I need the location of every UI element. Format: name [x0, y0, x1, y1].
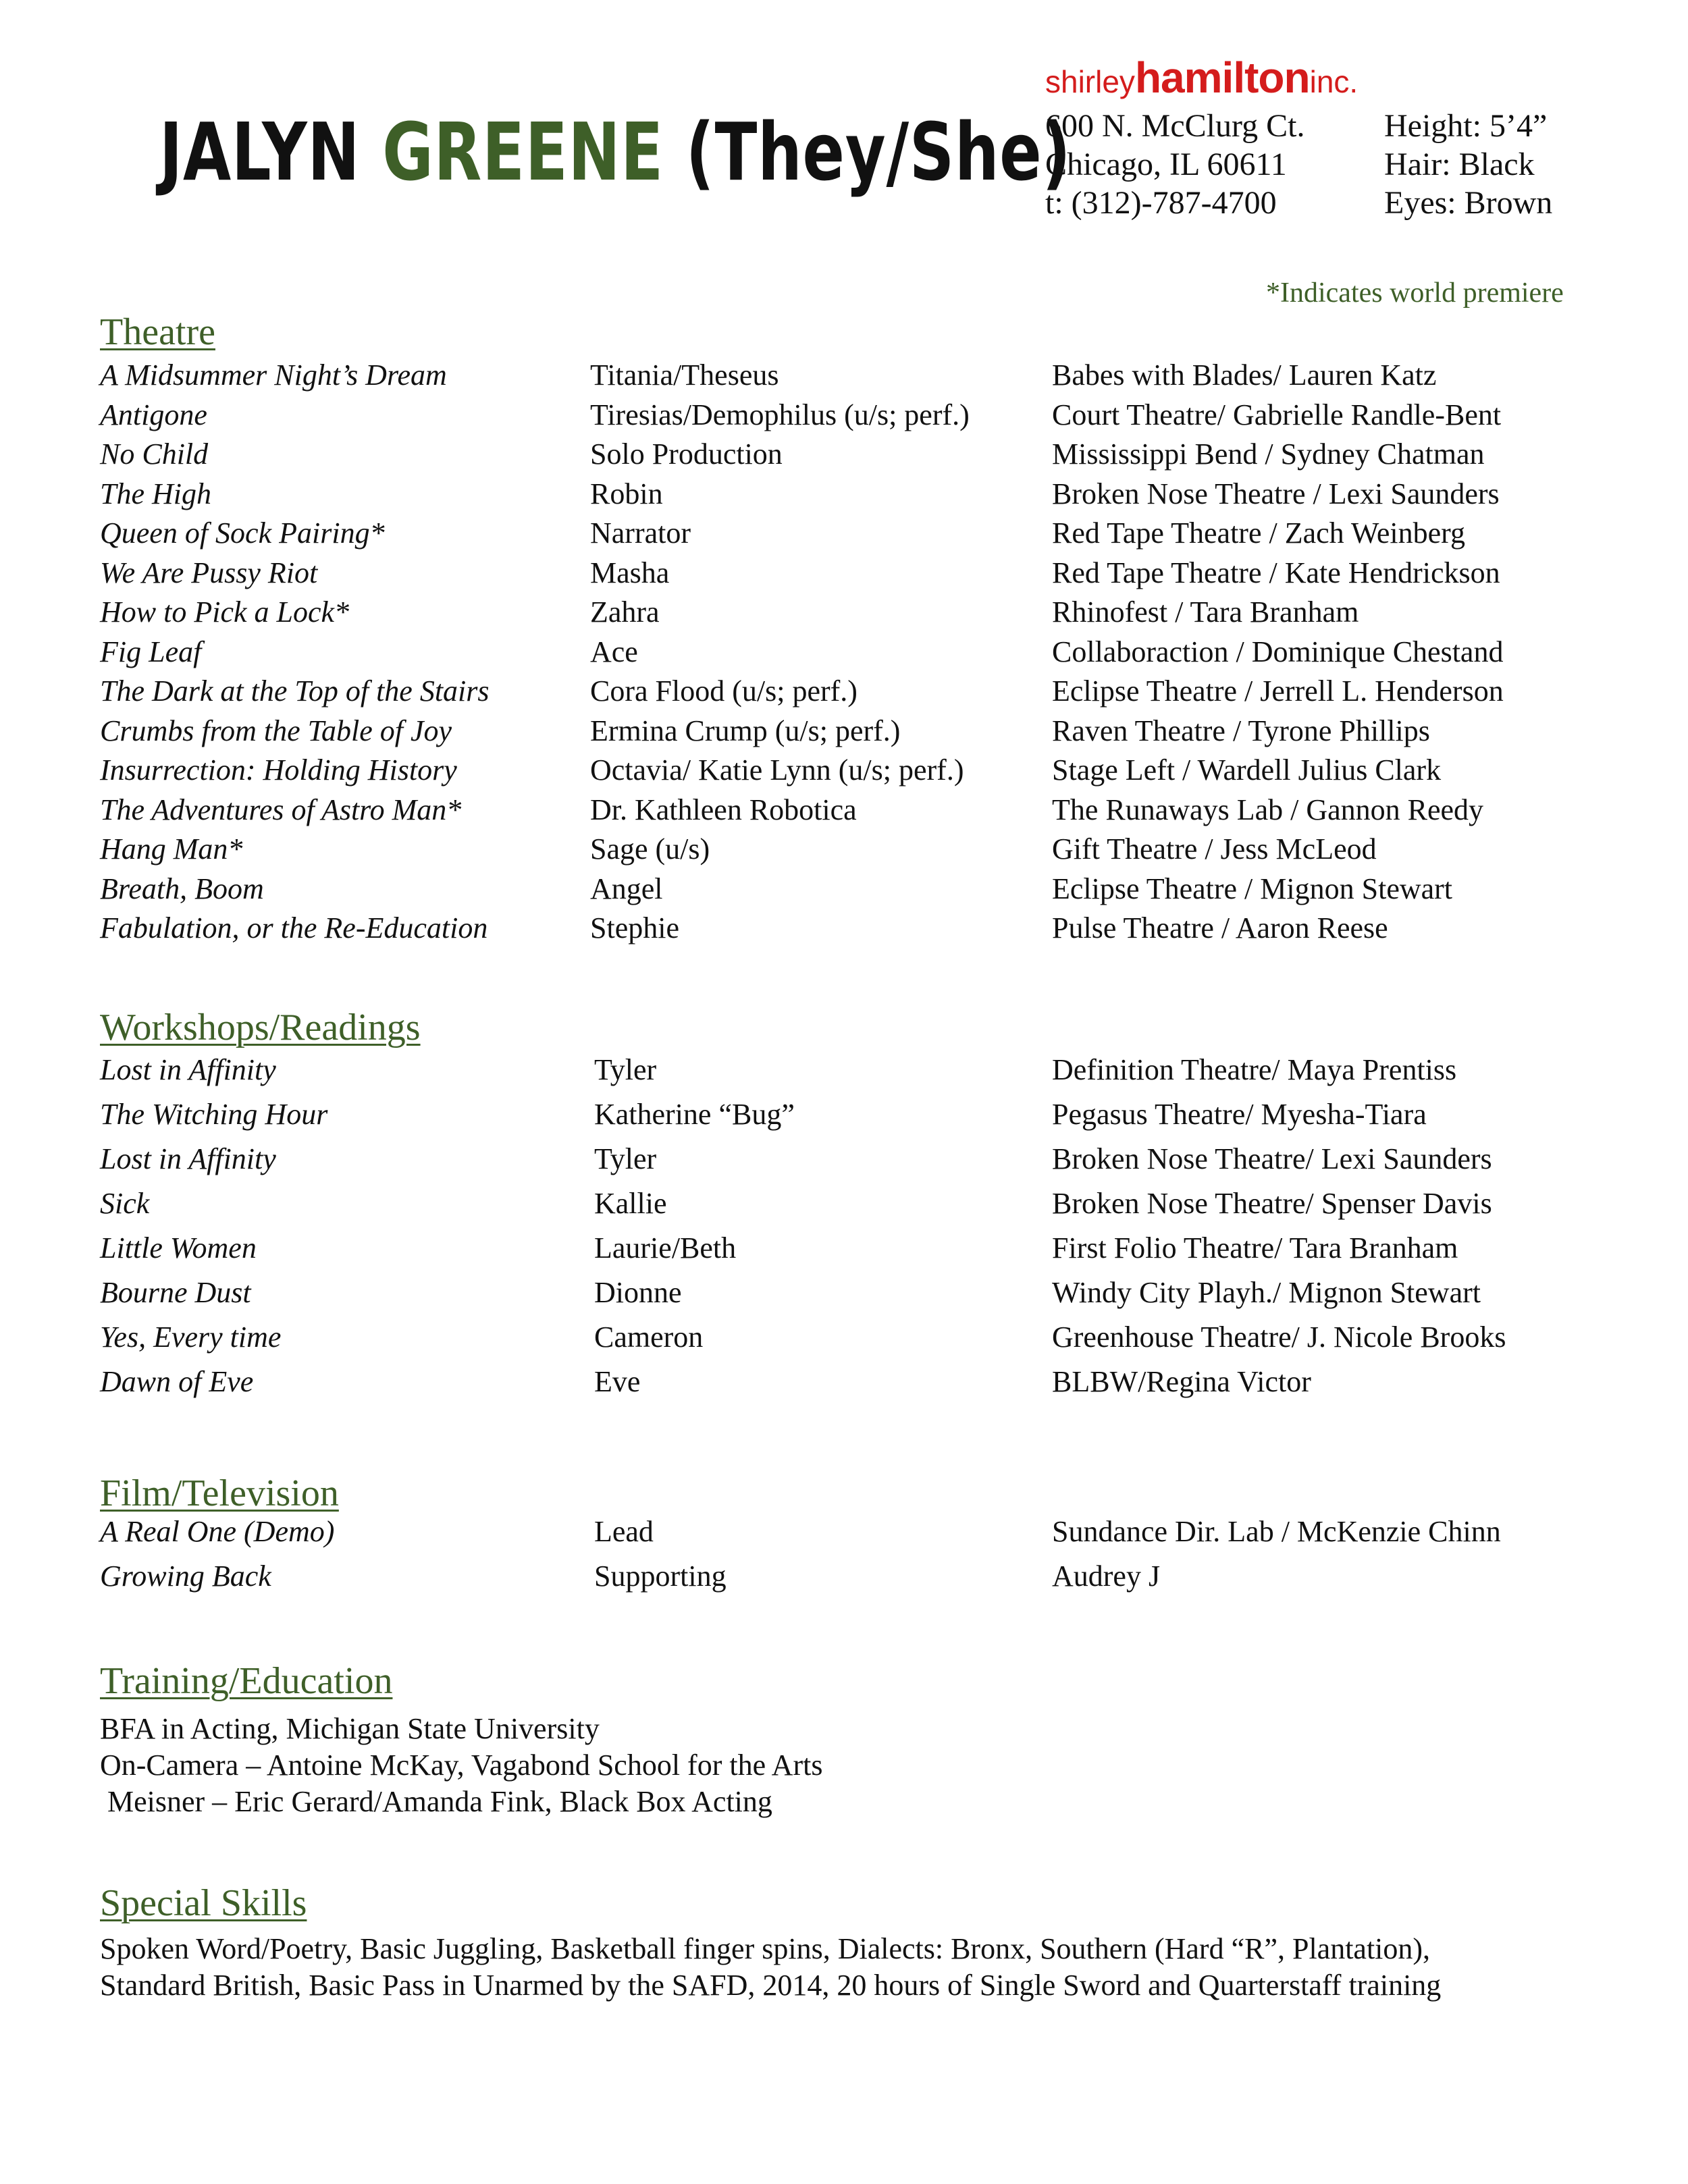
credit-row — [0, 475, 1688, 514]
theatre-heading: Theatre — [100, 311, 215, 353]
credit-row — [0, 1273, 1688, 1312]
credit-title: The Adventures of Astro Man* — [100, 793, 462, 826]
training-line: On-Camera – Antoine McKay, Vagabond School for the Arts — [100, 1749, 823, 1782]
credit-row — [0, 435, 1688, 474]
credit-company: Red Tape Theatre / Zach Weinberg — [1052, 516, 1466, 550]
credit-title: The Dark at the Top of the Stairs — [100, 674, 490, 708]
credit-role: Cora Flood (u/s; perf.) — [590, 674, 858, 708]
credit-row — [0, 672, 1688, 711]
credit-title: A Midsummer Night’s Dream — [100, 358, 447, 392]
training-heading: Training/Education — [100, 1660, 393, 1702]
credit-row — [0, 1140, 1688, 1179]
credit-title: No Child — [100, 437, 209, 471]
credit-role: Narrator — [590, 516, 691, 550]
credit-title: Yes, Every time — [100, 1321, 282, 1354]
logo-suffix: inc. — [1309, 64, 1359, 99]
credit-title: Hang Man* — [100, 832, 243, 865]
credit-company: Eclipse Theatre / Jerrell L. Henderson — [1052, 674, 1504, 708]
credit-company: Babes with Blades/ Lauren Katz — [1052, 358, 1437, 392]
height: Height: 5’4” — [1384, 108, 1548, 144]
credit-company: Pulse Theatre / Aaron Reese — [1052, 911, 1388, 944]
credit-role: Masha — [590, 556, 670, 589]
credit-role: Octavia/ Katie Lynn (u/s; perf.) — [590, 753, 964, 787]
address-line-1: 600 N. McClurg Ct. — [1045, 108, 1305, 144]
credit-title: Sick — [100, 1187, 150, 1220]
skills-line: Standard British, Basic Pass in Unarmed by the SAFD, 2014, 20 hours of Single Sword and Quarterstaff training — [100, 1969, 1442, 2002]
address-line-2: Chicago, IL 60611 — [1045, 147, 1287, 182]
credit-title: Growing Back — [100, 1560, 271, 1593]
credit-title: Fabulation, or the Re-Education — [100, 911, 488, 944]
credit-row — [0, 870, 1688, 909]
credit-role: Ace — [590, 635, 638, 668]
credit-company: Definition Theatre/ Maya Prentiss — [1052, 1053, 1457, 1086]
agency-contact — [1045, 107, 1304, 222]
credit-row — [0, 1095, 1688, 1134]
hair: Hair: Black — [1384, 147, 1535, 182]
last-name: GREENE — [382, 105, 664, 198]
credit-company: Collaboraction / Dominique Chestand — [1052, 635, 1504, 668]
credit-role: Angel — [590, 872, 663, 905]
pronouns: (They/She) — [685, 105, 1072, 198]
credit-title: The Witching Hour — [100, 1098, 328, 1131]
page-title — [159, 101, 1071, 203]
credit-company: Eclipse Theatre / Mignon Stewart — [1052, 872, 1453, 905]
credit-role: Kallie — [594, 1187, 667, 1220]
credit-row — [0, 712, 1688, 751]
credit-row — [0, 1050, 1688, 1090]
credit-row — [0, 1557, 1688, 1596]
credit-role: Laurie/Beth — [594, 1231, 737, 1264]
credit-role: Cameron — [594, 1321, 704, 1354]
credit-row — [0, 356, 1688, 395]
credit-row — [0, 830, 1688, 869]
credit-company: Rhinofest / Tara Branham — [1052, 595, 1359, 629]
logo-prefix: shirley — [1045, 64, 1135, 99]
credit-company: BLBW/Regina Victor — [1052, 1365, 1311, 1398]
credit-role: Ermina Crump (u/s; perf.) — [590, 714, 901, 747]
credit-role: Dr. Kathleen Robotica — [590, 793, 857, 826]
credit-company: Mississippi Bend / Sydney Chatman — [1052, 437, 1485, 471]
skills-line: Spoken Word/Poetry, Basic Juggling, Basketball finger spins, Dialects: Bronx, Southern (Hard “R”, Plantation), — [100, 1932, 1431, 1965]
credit-row — [0, 1512, 1688, 1551]
phone: t: (312)-787-4700 — [1045, 185, 1277, 221]
credit-company: Pegasus Theatre/ Myesha-Tiara — [1052, 1098, 1427, 1131]
credit-title: Lost in Affinity — [100, 1142, 276, 1175]
logo-main: hamilton — [1134, 53, 1310, 102]
training-line: BFA in Acting, Michigan State University — [100, 1712, 600, 1745]
agency-logo — [1045, 53, 1358, 103]
credit-role: Dionne — [594, 1276, 682, 1309]
credit-company: Gift Theatre / Jess McLeod — [1052, 832, 1377, 865]
credit-role: Zahra — [590, 595, 660, 629]
credit-row — [0, 751, 1688, 790]
credit-company: Red Tape Theatre / Kate Hendrickson — [1052, 556, 1500, 589]
credit-title: Bourne Dust — [100, 1276, 251, 1309]
credit-role: Robin — [590, 477, 663, 510]
training-line: Meisner – Eric Gerard/Amanda Fink, Black Box Acting — [100, 1785, 772, 1818]
credit-title: Little Women — [100, 1231, 257, 1264]
credit-row — [0, 1229, 1688, 1268]
credit-role: Titania/Theseus — [590, 358, 779, 392]
credit-row — [0, 1318, 1688, 1357]
credit-company: Broken Nose Theatre / Lexi Saunders — [1052, 477, 1500, 510]
credit-row — [0, 514, 1688, 553]
credit-company: Greenhouse Theatre/ J. Nicole Brooks — [1052, 1321, 1506, 1354]
credit-row — [0, 909, 1688, 948]
credit-company: Stage Left / Wardell Julius Clark — [1052, 753, 1442, 787]
credit-row — [0, 593, 1688, 632]
credit-company: Broken Nose Theatre/ Lexi Saunders — [1052, 1142, 1492, 1175]
credit-company: Windy City Playh./ Mignon Stewart — [1052, 1276, 1481, 1309]
credit-title: Insurrection: Holding History — [100, 753, 457, 787]
film-heading: Film/Television — [100, 1472, 339, 1514]
credit-title: Fig Leaf — [100, 635, 202, 668]
credit-role: Tyler — [594, 1053, 657, 1086]
eyes: Eyes: Brown — [1384, 185, 1553, 221]
workshops-heading: Workshops/Readings — [100, 1007, 421, 1048]
credit-row — [0, 554, 1688, 593]
credit-company: Sundance Dir. Lab / McKenzie Chinn — [1052, 1515, 1501, 1548]
credit-company: Court Theatre/ Gabrielle Randle-Bent — [1052, 398, 1502, 431]
credit-company: The Runaways Lab / Gannon Reedy — [1052, 793, 1484, 826]
credit-role: Tiresias/Demophilus (u/s; perf.) — [590, 398, 970, 431]
credit-row — [0, 396, 1688, 435]
credit-company: Raven Theatre / Tyrone Phillips — [1052, 714, 1430, 747]
credit-row — [0, 1362, 1688, 1402]
credit-role: Sage (u/s) — [590, 832, 710, 865]
credit-role: Eve — [594, 1365, 641, 1398]
credit-company: First Folio Theatre/ Tara Branham — [1052, 1231, 1458, 1264]
credit-role: Stephie — [590, 911, 679, 944]
credit-title: Antigone — [100, 398, 207, 431]
credit-company: Broken Nose Theatre/ Spenser Davis — [1052, 1187, 1492, 1220]
premiere-note: *Indicates world premiere — [1266, 277, 1564, 309]
credit-company: Audrey J — [1052, 1560, 1161, 1593]
credit-role: Lead — [594, 1515, 654, 1548]
credit-row — [0, 791, 1688, 830]
credit-title: Lost in Affinity — [100, 1053, 276, 1086]
credit-title: Queen of Sock Pairing* — [100, 516, 385, 550]
credit-title: How to Pick a Lock* — [100, 595, 350, 629]
credit-row — [0, 1184, 1688, 1223]
credit-role: Katherine “Bug” — [594, 1098, 795, 1131]
credit-role: Solo Production — [590, 437, 783, 471]
credit-title: A Real One (Demo) — [100, 1515, 335, 1548]
credit-title: We Are Pussy Riot — [100, 556, 318, 589]
credit-role: Supporting — [594, 1560, 727, 1593]
first-name: JALYN — [159, 105, 361, 198]
skills-heading: Special Skills — [100, 1882, 307, 1924]
credit-title: Dawn of Eve — [100, 1365, 254, 1398]
credit-row — [0, 633, 1688, 672]
credit-title: Crumbs from the Table of Joy — [100, 714, 452, 747]
physical-stats — [1384, 107, 1552, 222]
credit-title: Breath, Boom — [100, 872, 264, 905]
credit-role: Tyler — [594, 1142, 657, 1175]
credit-title: The High — [100, 477, 211, 510]
